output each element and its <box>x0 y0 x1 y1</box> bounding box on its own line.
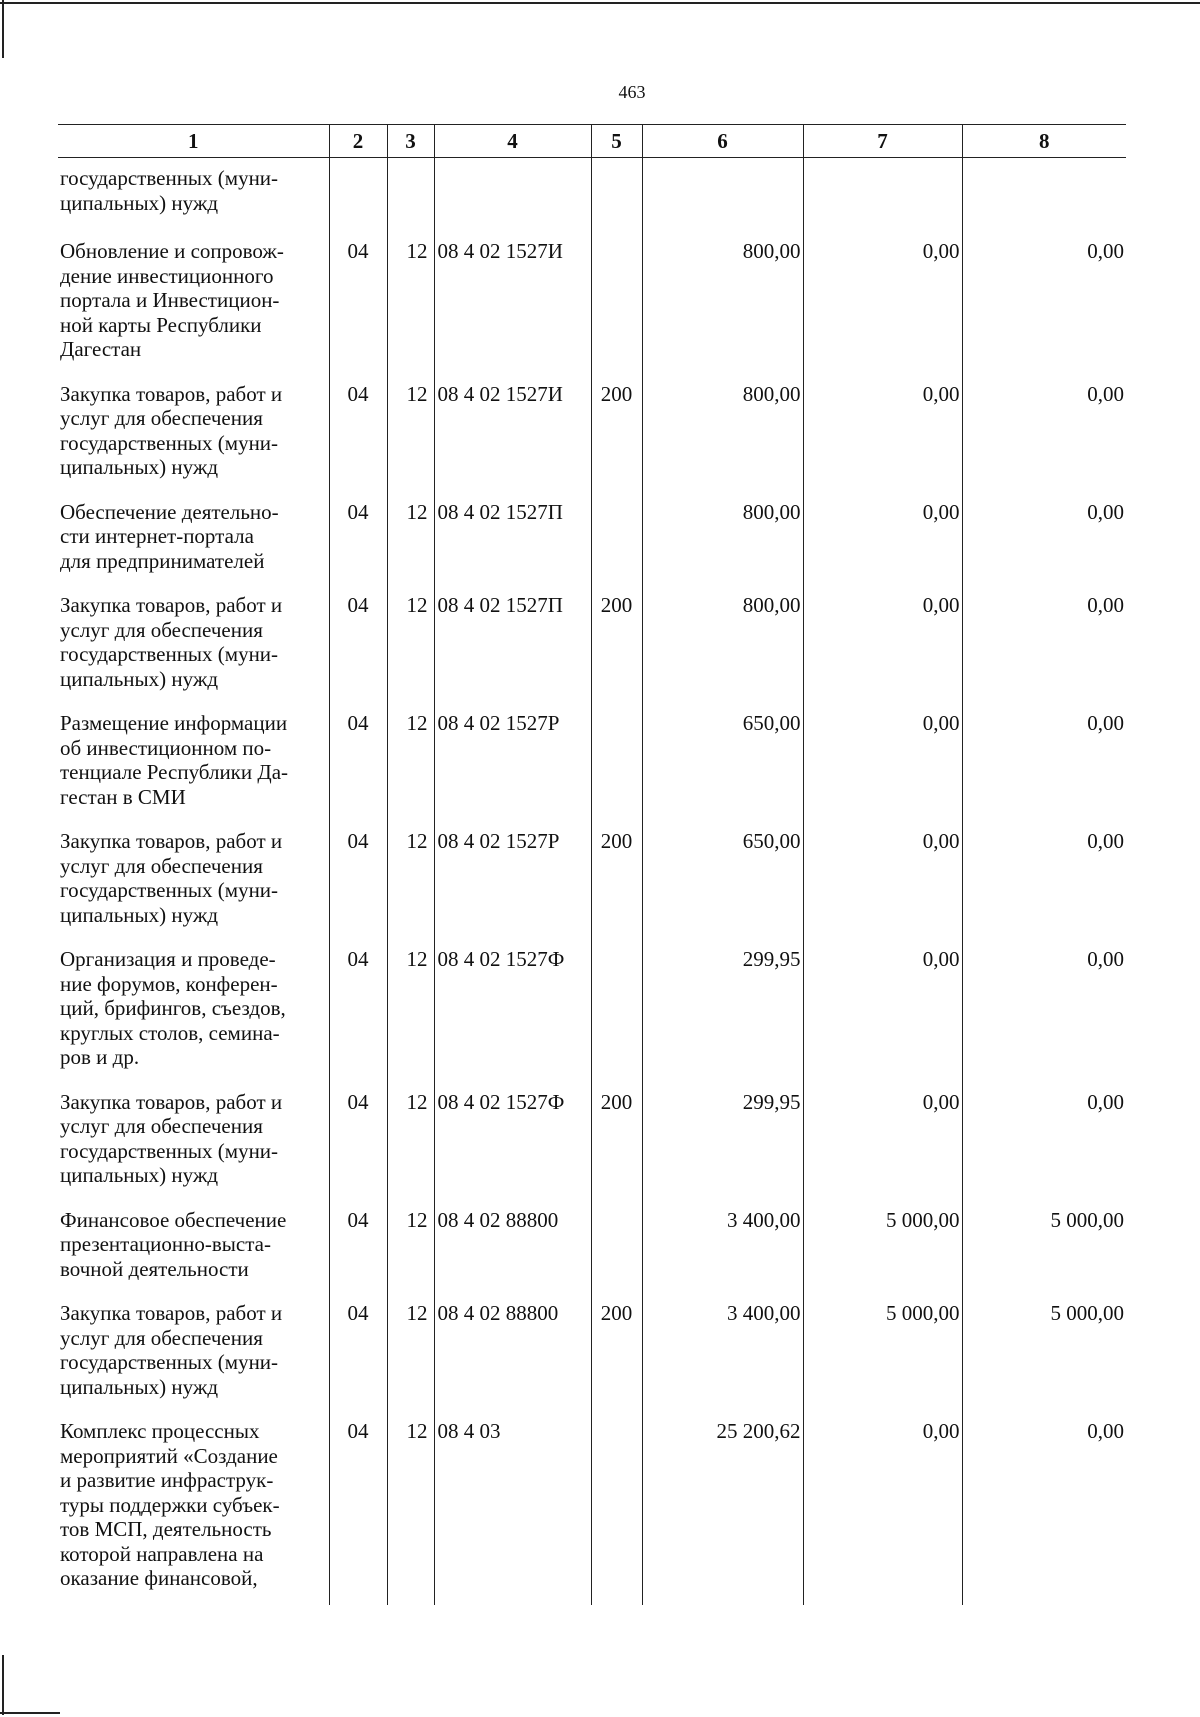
header-row <box>58 125 1126 158</box>
row-name-line: об инвестиционном по- <box>60 735 272 760</box>
row-name <box>58 823 329 941</box>
row-name <box>58 587 329 705</box>
row-name-line: услуг для обеспечения <box>60 1114 263 1138</box>
row-amount-col8: 0,00 <box>962 941 1126 1084</box>
row-target-code: 08 4 02 1527П <box>434 587 591 705</box>
row-amount-col8: 5 000,00 <box>962 1202 1126 1296</box>
row-target-code <box>434 158 591 234</box>
table-row <box>58 941 1126 1084</box>
row-name-line: гестан в СМИ <box>60 784 186 809</box>
row-amount-col6: 650,00 <box>642 823 803 941</box>
page-number: 463 <box>618 82 646 102</box>
row-name-line: Закупка товаров, работ и <box>60 381 283 406</box>
table-row <box>58 823 1126 941</box>
row-amount-col6 <box>642 158 803 234</box>
scan-border-left <box>2 0 4 58</box>
row-name <box>58 1413 329 1605</box>
row-amount-col8: 0,00 <box>962 1413 1126 1605</box>
row-amount-col6: 299,95 <box>642 1084 803 1202</box>
header-col-4: 4 <box>434 125 591 158</box>
row-name <box>58 705 329 823</box>
row-name <box>58 158 329 234</box>
row-name-line: мероприятий «Создание <box>60 1443 278 1468</box>
row-subsection: 12 <box>387 1295 434 1413</box>
row-section: 04 <box>329 1202 387 1296</box>
header-col-6: 6 <box>642 125 803 158</box>
row-subsection: 12 <box>387 823 434 941</box>
row-amount-col6: 800,00 <box>642 494 803 588</box>
row-amount-col7: 0,00 <box>803 823 962 941</box>
table-row <box>58 1413 1126 1605</box>
header-col-7: 7 <box>803 125 962 158</box>
row-subsection: 12 <box>387 587 434 705</box>
row-name-line: государственных (муни- <box>60 166 279 190</box>
row-expense-type <box>591 1413 642 1605</box>
row-amount-col6: 800,00 <box>642 376 803 494</box>
row-amount-col8: 5 000,00 <box>962 1295 1126 1413</box>
row-amount-col8: 0,00 <box>962 823 1126 941</box>
row-target-code: 08 4 02 1527И <box>434 233 591 376</box>
row-subsection: 12 <box>387 1084 434 1202</box>
row-amount-col6: 800,00 <box>642 233 803 376</box>
row-name-line: Закупка товаров, работ и <box>60 593 283 617</box>
row-name-line: Организация и проведе- <box>60 947 276 971</box>
row-name-line: ципальных) нужд <box>60 1163 219 1187</box>
row-target-code: 08 4 02 1527И <box>434 376 591 494</box>
table-body <box>58 158 1126 1605</box>
row-name-line: услуг для обеспечения <box>60 1325 263 1350</box>
row-name-line: Обеспечение деятельно- <box>60 499 279 524</box>
row-name-line: ципальных) нужд <box>60 902 219 927</box>
row-name-line: и развитие инфраструк- <box>60 1468 274 1492</box>
table-row <box>58 1295 1126 1413</box>
row-target-code: 08 4 02 1527Р <box>434 705 591 823</box>
row-section: 04 <box>329 1413 387 1605</box>
row-name-line: презентационно-выста- <box>60 1232 271 1256</box>
row-name-line: сти интернет-портала <box>60 524 254 548</box>
row-expense-type <box>591 941 642 1084</box>
header-col-1: 1 <box>58 125 329 158</box>
row-name <box>58 376 329 494</box>
row-amount-col6: 25 200,62 <box>642 1413 803 1605</box>
row-name-line: круглых столов, семина- <box>60 1020 280 1045</box>
row-section: 04 <box>329 941 387 1084</box>
row-name-line: государственных (муни- <box>60 1350 279 1374</box>
row-expense-type <box>591 705 642 823</box>
row-name <box>58 233 329 376</box>
row-name-line: государственных (муни- <box>60 642 279 666</box>
row-amount-col6: 3 400,00 <box>642 1202 803 1296</box>
row-expense-type: 200 <box>591 587 642 705</box>
row-amount-col7: 0,00 <box>803 494 962 588</box>
row-name-line: услуг для обеспечения <box>60 617 263 642</box>
row-amount-col7: 0,00 <box>803 1413 962 1605</box>
row-expense-type <box>591 1202 642 1296</box>
row-name-line: которой направлена на <box>60 1541 264 1566</box>
row-amount-col7: 0,00 <box>803 1084 962 1202</box>
header-col-3: 3 <box>387 125 434 158</box>
row-name-line: Комплекс процессных <box>60 1419 260 1443</box>
table-row <box>58 158 1126 234</box>
row-amount-col7: 0,00 <box>803 587 962 705</box>
row-section: 04 <box>329 587 387 705</box>
row-subsection: 12 <box>387 376 434 494</box>
row-name-line: вочной деятельности <box>60 1256 249 1281</box>
row-amount-col7: 0,00 <box>803 233 962 376</box>
row-section: 04 <box>329 1084 387 1202</box>
row-section: 04 <box>329 233 387 376</box>
row-name-line: услуг для обеспечения <box>60 853 263 878</box>
row-section: 04 <box>329 376 387 494</box>
row-target-code: 08 4 02 1527Ф <box>434 941 591 1084</box>
row-name-line: Обновление и сопровож- <box>60 239 284 263</box>
row-name-line: туры поддержки субъек- <box>60 1492 280 1517</box>
row-amount-col8: 0,00 <box>962 233 1126 376</box>
row-name-line: Дагестан <box>60 337 142 361</box>
row-target-code: 08 4 02 1527П <box>434 494 591 588</box>
row-name-line: оказание финансовой, <box>60 1566 258 1590</box>
row-name <box>58 1295 329 1413</box>
header-col-2: 2 <box>329 125 387 158</box>
row-section: 04 <box>329 1295 387 1413</box>
table-header <box>58 125 1126 158</box>
row-amount-col6: 800,00 <box>642 587 803 705</box>
row-subsection <box>387 158 434 234</box>
row-name-line: ров и др. <box>60 1045 140 1069</box>
row-section <box>329 158 387 234</box>
row-name-line: Закупка товаров, работ и <box>60 1089 283 1114</box>
row-amount-col8: 0,00 <box>962 705 1126 823</box>
row-name-line: ной карты Республики <box>60 312 262 337</box>
row-target-code: 08 4 02 88800 <box>434 1295 591 1413</box>
row-subsection: 12 <box>387 705 434 823</box>
row-name-line: Закупка товаров, работ и <box>60 829 283 853</box>
row-target-code: 08 4 02 88800 <box>434 1202 591 1296</box>
table-row <box>58 1202 1126 1296</box>
table-row <box>58 705 1126 823</box>
row-target-code: 08 4 02 1527Р <box>434 823 591 941</box>
row-name-line: Размещение информации <box>60 711 288 735</box>
row-amount-col7: 5 000,00 <box>803 1295 962 1413</box>
row-amount-col7: 5 000,00 <box>803 1202 962 1296</box>
row-name-line: тенциале Республики Да- <box>60 760 289 784</box>
budget-table <box>58 124 1126 1605</box>
row-amount-col7: 0,00 <box>803 705 962 823</box>
row-expense-type: 200 <box>591 1295 642 1413</box>
row-name-line: государственных (муни- <box>60 878 279 902</box>
row-expense-type: 200 <box>591 823 642 941</box>
row-amount-col6: 3 400,00 <box>642 1295 803 1413</box>
table-row <box>58 376 1126 494</box>
row-name-line: ние форумов, конферен- <box>60 971 278 996</box>
row-target-code: 08 4 02 1527Ф <box>434 1084 591 1202</box>
row-name-line: ципальных) нужд <box>60 666 219 691</box>
row-amount-col6: 299,95 <box>642 941 803 1084</box>
table-row <box>58 1084 1126 1202</box>
row-name <box>58 1202 329 1296</box>
scan-border-bottom <box>0 1712 60 1714</box>
row-amount-col7: 0,00 <box>803 941 962 1084</box>
row-name-line: тов МСП, деятельность <box>60 1517 272 1541</box>
row-subsection: 12 <box>387 233 434 376</box>
row-expense-type <box>591 494 642 588</box>
row-target-code: 08 4 03 <box>434 1413 591 1605</box>
row-name <box>58 941 329 1084</box>
row-name-line: для предпринимателей <box>60 548 265 573</box>
table-row <box>58 494 1126 588</box>
row-amount-col8 <box>962 158 1126 234</box>
row-section: 04 <box>329 705 387 823</box>
row-amount-col8: 0,00 <box>962 494 1126 588</box>
row-name-line: ций, брифингов, съездов, <box>60 996 286 1020</box>
row-subsection: 12 <box>387 494 434 588</box>
row-subsection: 12 <box>387 1413 434 1605</box>
row-name-line: услуг для обеспечения <box>60 406 263 430</box>
row-name-line: Финансовое обеспечение <box>60 1207 287 1232</box>
row-amount-col7 <box>803 158 962 234</box>
row-expense-type: 200 <box>591 376 642 494</box>
row-amount-col8: 0,00 <box>962 587 1126 705</box>
row-amount-col7: 0,00 <box>803 376 962 494</box>
row-section: 04 <box>329 823 387 941</box>
header-col-5: 5 <box>591 125 642 158</box>
table-row <box>58 233 1126 376</box>
row-name <box>58 1084 329 1202</box>
scan-border-top <box>0 2 1200 4</box>
row-name-line: портала и Инвестицион- <box>60 288 280 312</box>
row-amount-col8: 0,00 <box>962 1084 1126 1202</box>
row-name-line: Закупка товаров, работ и <box>60 1301 283 1325</box>
row-name-line: государственных (муни- <box>60 1138 279 1163</box>
row-amount-col8: 0,00 <box>962 376 1126 494</box>
table-row <box>58 587 1126 705</box>
row-expense-type <box>591 158 642 234</box>
row-amount-col6: 650,00 <box>642 705 803 823</box>
header-col-8: 8 <box>962 125 1126 158</box>
row-name-line: дение инвестиционного <box>60 263 274 288</box>
row-name <box>58 494 329 588</box>
row-name-line: ципальных) нужд <box>60 1374 219 1399</box>
row-name-line: ципальных) нужд <box>60 455 219 479</box>
scan-border-left-bottom <box>2 1655 4 1715</box>
row-expense-type <box>591 233 642 376</box>
row-section: 04 <box>329 494 387 588</box>
row-subsection: 12 <box>387 941 434 1084</box>
row-expense-type: 200 <box>591 1084 642 1202</box>
row-name-line: ципальных) нужд <box>60 190 219 215</box>
row-name-line: государственных (муни- <box>60 430 279 455</box>
row-subsection: 12 <box>387 1202 434 1296</box>
